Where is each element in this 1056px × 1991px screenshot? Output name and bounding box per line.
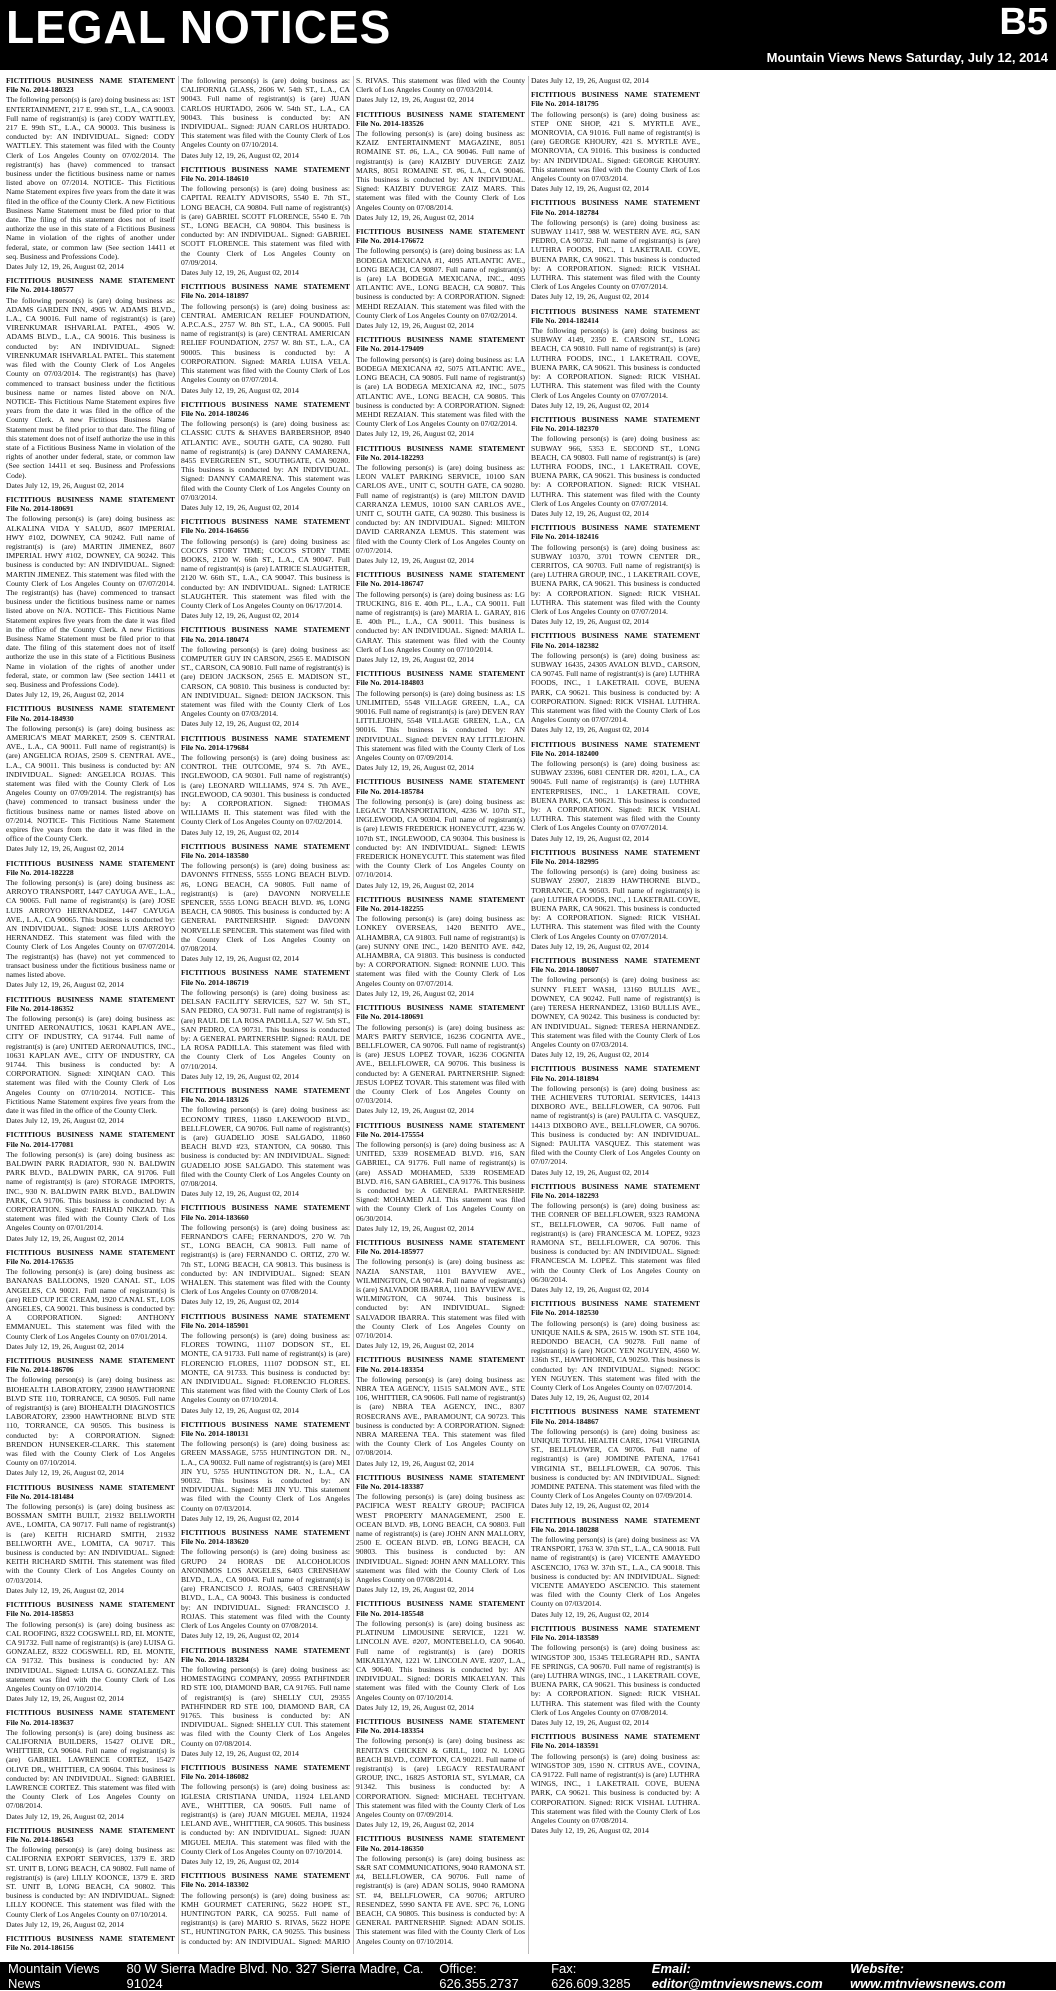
notice-item — [531, 1407, 700, 1510]
notice-item — [531, 740, 700, 843]
notice-item — [531, 1182, 700, 1294]
notice-heading: FICTITIOUS BUSINESS NAME STATEMENT File No. 2014-186350 — [356, 1834, 525, 1853]
notice-dates: Dates July 12, 19, 26, August 02, 2014 — [356, 212, 474, 222]
notice-heading: FICTITIOUS BUSINESS NAME STATEMENT File No. 2014-185548 — [356, 1599, 525, 1618]
notice-item — [531, 198, 700, 301]
notice-body: The following person(s) is (are) doing business as: BALDWIN PARK RADIATOR, 930 N. BALDWIN PARK BLVD., BALDWIN PARK, CA 91706. Full name of registrant(s) is (are) STORAGE IMPORTS, INC., 930 N. BALDWIN PARK BLVD., BALDWIN PARK, CA 91706. This business is conducted by: A CORPORATION. Signed: FARHAD NIKZAD. This statement was filed with the County Clerk of Los Angeles County on 07/01/2014. — [6, 1149, 175, 1233]
notice-dates: Dates July 12, 19, 26, August 02, 2014 — [181, 150, 299, 160]
notice-dates: Dates July 12, 19, 26, August 02, 2014 — [181, 1189, 299, 1199]
notice-dates: Dates July 12, 19, 26, August 02, 2014 — [181, 1297, 299, 1307]
notice-heading: FICTITIOUS BUSINESS NAME STATEMENT File No. 2014-182995 — [531, 847, 700, 867]
notice-heading: FICTITIOUS BUSINESS NAME STATEMENT File No. 2014-183302 — [181, 1871, 350, 1890]
notice-heading: FICTITIOUS BUSINESS NAME STATEMENT File No. 2014-182255 — [356, 894, 525, 914]
notice-heading: FICTITIOUS BUSINESS NAME STATEMENT File No. 2014-177081 — [6, 1130, 175, 1149]
notice-heading: FICTITIOUS BUSINESS NAME STATEMENT File No. 2014-186706 — [6, 1356, 175, 1375]
notice-body: The following person(s) is (are) doing business as: SUBWAY 966, 5353 E. SECOND ST., LONG BEACH, CA 90803. Full name of registrant(s) is (are) LUTHRA FOODS, INC., 1 LAKETRAIL COVE, BUENA PARK, CA 90621. This business is conducted by: A CORPORATION. Signed: RICK VISHAL LUTHRA. This statement was filed with the County Clerk of Los Angeles County on 07/07/2014. — [531, 434, 700, 508]
notice-body: The following person(s) is (are) doing business as: GRUPO 24 HORAS DE ALCOHOLICOS ANONIMOS LOS ANGELES, 6403 CRENSHAW BLVD., L.A., CA 90043. Full name of registrant(s) is (are) FRANCISCO J. ROJAS, 6403 CRENSHAW BLVD., L.A., CA 90043. This business is conducted by: AN INDIVIDUAL. Signed: FRANCISCO J. ROJAS. This statement was filed with the County Clerk of Los Angeles County on 07/08/2014. — [181, 1547, 350, 1631]
notice-item — [6, 1826, 175, 1929]
notice-heading: FICTITIOUS BUSINESS NAME STATEMENT File No. 2014-185784 — [356, 777, 525, 796]
notice-body: The following person(s) is (are) doing business as: CALIFORNIA GLASS, 2606 W. 54th ST., L.A., CA 90043. Full name of registrant(s) is (are) JUAN CARLOS HURTADO, 2606 W. 54th ST., L.A., CA 90043. This business is conducted by: AN INDIVIDUAL. Signed: JUAN CARLOS HURTADO. This statement was filed with the County Clerk of Los Angeles County on 07/10/2014. — [181, 76, 350, 150]
notice-heading: FICTITIOUS BUSINESS NAME STATEMENT File No. 2014-180577 — [6, 276, 175, 295]
notice-body: The following person(s) is (are) doing business as: ARROYO TRANSPORT, 1447 CAYUGA AVE., L.A., CA 90065. Full name of registrant(s) is (are) JOSE LUIS ARROYO HERNANDEZ, 1447 CAYUGA AVE., L.A., CA 90065. This business is conducted by: AN INDIVIDUAL. Signed: JOSE LUIS ARROYO HERNANDEZ. This statement was filed with the County Clerk of Los Angeles County on 07/07/2014. The registrant(s) has (have) not yet commenced to transact business under the fictitious business name or names listed above. — [6, 878, 175, 980]
footer-email: Email: editor@mtnviewsnews.com — [651, 1961, 823, 1991]
notice-item — [6, 704, 175, 853]
notice-heading: FICTITIOUS BUSINESS NAME STATEMENT File No. 2014-184610 — [181, 164, 350, 184]
notice-heading: FICTITIOUS BUSINESS NAME STATEMENT File No. 2014-181795 — [531, 90, 700, 109]
notice-dates: Dates July 12, 19, 26, August 02, 2014 — [356, 763, 474, 773]
notice-item — [356, 1599, 525, 1711]
notice-dates: Dates July 12, 19, 26, August 02, 2014 — [356, 1702, 474, 1712]
notice-item — [531, 1064, 700, 1176]
notice-item — [356, 1355, 525, 1467]
notice-heading: FICTITIOUS BUSINESS NAME STATEMENT File No. 2014-181484 — [6, 1482, 175, 1501]
notice-item — [356, 1121, 525, 1233]
notice-body: The following person(s) is (are) doing business as: WINGSTOP 309, 1590 N. CITRUS AVE., COVINA, CA 91722. Full name of registrant(s) is (are) LUTHRA WINGS, INC., 1 LAKETRAIL COVE, BUENA PARK, CA 90621. This business is conducted by: A CORPORATION. Signed: RICK VISHAL LUTHRA. This statement was filed with the County Clerk of Los Angeles County on 07/08/2014. — [531, 1751, 700, 1825]
notice-item — [6, 995, 175, 1126]
notice-body: The following person(s) is (are) doing business as: VA TRANSPORT, 1763 W. 37th ST., L.A., CA 90018. Full name of registrant(s) is (are) VICENTE AMAYEDO ASCENCIO, 1763 W. 37th ST., L.A., CA 90018. This business is conducted by: AN INDIVIDUAL. Signed: VICENTE AMAYEDO ASCENCIO. This statement was filed with the County Clerk of Los Angeles County on 07/03/2014. — [531, 1535, 700, 1609]
notice-heading: FICTITIOUS BUSINESS NAME STATEMENT File No. 2014-180691 — [6, 494, 175, 514]
notice-item — [356, 777, 525, 889]
notice-item — [181, 1312, 350, 1415]
notice-body: The following person(s) is (are) doing business as: BOSSMAN SMITH BUILT, 21932 BELLWORTH AVE., LOMITA, CA 90717. Full name of registrant(s) is (are) KEITH RICHARD SMITH, 21932 BELLWORTH AVE., LOMITA, CA 90717. This business is conducted by: AN INDIVIDUAL. Signed: KEITH RICHARD SMITH. This statement was filed with the County Clerk of Los Angeles County on 07/03/2014. — [6, 1502, 175, 1585]
notice-dates: Dates July 12, 19, 26, August 02, 2014 — [181, 954, 299, 964]
notice-dates: Dates July 12, 19, 26, August 02, 2014 — [6, 1233, 124, 1243]
notice-body: The following person(s) is (are) doing business as: KZAIZ ENTERTAINMENT MAGAZINE, 8051 ROMAINE ST. #6, L.A., CA 90046. Full name of registrant(s) is (are) KAIZBIY DUVERGE ZAIZ MARS, 8051 ROMAINE ST. #6, L.A., CA 90046. This business is conducted by: AN INDIVIDUAL. Signed: KAIZBIY DUVERGE ZAIZ MARS. This statement was filed with the County Clerk of Los Angeles County on 07/08/2014. — [356, 129, 525, 212]
footer-website: Website: www.mtnviewsnews.com — [850, 1961, 1006, 1991]
notice-body: The following person(s) is (are) doing business as: GREEN MASSAGE, 5755 HUNTINGTON DR. N., L.A., CA 90032. Full name of registrant(s) is (are) MEI JIN YU, 5755 HUNTINGTON DR. N., L.A., CA 90032. This business is conducted by: AN INDIVIDUAL. Signed: MEI JIN YU. This statement was filed with the County Clerk of Los Angeles County on 07/03/2014. — [181, 1439, 350, 1513]
notice-heading: FICTITIOUS BUSINESS NAME STATEMENT File No. 2014-180246 — [181, 399, 350, 418]
notice-body: The following person(s) is (are) doing business as: ECONOMY TIRES, 11860 LAKEWOOD BLVD., BELLFLOWER, CA 90706. Full name of registrant(s) is (are) GUADELIO JOSE SALGADO, 11860 BEACH BLVD #23, STANTON, CA 90680. This business is conducted by: AN INDIVIDUAL. Signed: GUADELIO JOSE SALGADO. This statement was filed with the County Clerk of Los Angeles County on 07/08/2014. — [181, 1105, 350, 1188]
notice-heading: FICTITIOUS BUSINESS NAME STATEMENT File No. 2014-184803 — [356, 669, 525, 688]
notice-heading: FICTITIOUS BUSINESS NAME STATEMENT File No. 2014-183620 — [181, 1528, 350, 1547]
notice-heading: FICTITIOUS BUSINESS NAME STATEMENT File No. 2014-184930 — [6, 704, 175, 723]
notice-item — [6, 76, 175, 271]
legal-notices-columns — [6, 76, 1050, 1954]
notice-body: The following person(s) is (are) doing business as: PLATINUM LIMOUSINE SERVICE, 1221 W. LINCOLN AVE. #207, MONTEBELLO, CA 90640. Full name of registrant(s) is (are) DORIS MIKAELYAN, 1221 W. LINCOLN AVE. #207, L.A., CA 90640. This business is conducted by: AN INDIVIDUAL. Signed: DORIS MIKAELYAN. This statement was filed with the County Clerk of Los Angeles County on 07/10/2014. — [356, 1618, 525, 1702]
notice-heading: FICTITIOUS BUSINESS NAME STATEMENT File No. 2014-183660 — [181, 1203, 350, 1222]
notice-heading: FICTITIOUS BUSINESS NAME STATEMENT File No. 2014-185901 — [181, 1311, 350, 1330]
notice-dates: Dates July 12, 19, 26, August 02, 2014 — [6, 480, 124, 490]
notice-heading: FICTITIOUS BUSINESS NAME STATEMENT File No. 2014-182370 — [531, 414, 700, 434]
notice-heading: FICTITIOUS BUSINESS NAME STATEMENT File No. 2014-182228 — [6, 858, 175, 877]
notice-heading: FICTITIOUS BUSINESS NAME STATEMENT File No. 2014-183591 — [531, 1732, 700, 1751]
notice-item — [181, 400, 350, 512]
issue-date: Saturday, July 12, 2014 — [905, 50, 1048, 65]
notice-body: The following person(s) is (are) doing business as: COCO'S STORY TIME; COCO'S STORY TIME BOOKS, 2120 W. 66th ST., L.A., CA 90047. Full name of registrant(s) is (are) LATRICE SLAUGHTER, 2120 W. 66th ST., L.A., CA 90047. This business is conducted by: AN INDIVIDUAL. Signed: LATRICE SLAUGHTER. This statement was filed with the County Clerk of Los Angeles County on 06/17/2014. — [181, 536, 350, 610]
notice-body: The following person(s) is (are) doing business as: CAPITAL REALTY ADVISORS, 5540 E. 7th ST., LONG BEACH, CA 90804. Full name of registrant(s) is (are) GABRIEL SCOTT FLORENCE, 5540 E. 7th ST., LONG BEACH, CA 90804. This business is conducted by: AN INDIVIDUAL. Signed: GABRIEL SCOTT FLORENCE. This statement was filed with the County Clerk of Los Angeles County on 07/09/2014. — [181, 184, 350, 267]
notice-item — [181, 282, 350, 394]
notice-body: The following person(s) is (are) doing business as: ALKALINA VIDA Y SALUD, 8607 IMPERIAL HWY #102, DOWNEY, CA 90242. Full name of registrant(s) is (are) MARTIN JIMENEZ, 8607 IMPERIAL HWY #102, DOWNEY, CA 90242. This business is conducted by: AN INDIVIDUAL. Signed: MARTIN JIMENEZ. This statement was filed with the County Clerk of Los Angeles County on 07/07/2014. The registrant(s) has (have) commenced to transact business under the fictitious business name or names listed above on N/A. NOTICE- This Fictitious Name Statement expires five years from the date it was filed in the office of the County Clerk. A new Fictitious Business Name Statement must be filed prior to that date. The filing of this statement does not of itself authorize the use in this state of a Fictitious Business Name in violation of the rights of another under federal, state, or common law (See section 14411 et seq. Business and Professions Code). — [6, 514, 175, 689]
notice-item — [531, 631, 700, 734]
notice-body: The following person(s) is (are) doing business as: 1ST ENTERTAINMENT, 217 E. 99th ST., L.A., CA 90003. Full name of registrant(s) is (are) CODY WATTLEY, 217 E. 99th ST., L.A., CA 90003. This business is conducted by: AN INDIVIDUAL. Signed: CODY WATTLEY. This statement was filed with the County Clerk of Los Angeles County on 07/02/2014. The registrant(s) has (have) commenced to transact business under the fictitious business name or names listed above on 07/2014. NOTICE- This Fictitious Name Statement expires five years from the date it was filed in the office of the County Clerk. A new Fictitious Business Name Statement must be filed prior to that date. The filing of this statement does not of itself authorize the use in this state of a Fictitious Business Name in violation of the rights of another under federal, state, or common law (See section 14411 et seq. Business and Professions Code). — [6, 95, 175, 261]
notice-item — [356, 570, 525, 664]
notice-item — [531, 1624, 700, 1727]
notice-item — [356, 335, 525, 438]
notice-body: The following person(s) is (are) doing business as: BANANAS BALLOONS, 1920 CANAL ST., LOS ANGELES, CA 90021. Full name of registrant(s) is (are) RED CUP ICE CREAM, 1920 CANAL ST., LOS ANGELES, CA 90021. This business is conducted by: A CORPORATION. Signed: ANTHONY EMMANUEL. This statement was filed with the County Clerk of Los Angeles County on 07/01/2014. — [6, 1267, 175, 1341]
notice-item — [6, 1600, 175, 1703]
notice-item — [181, 1528, 350, 1640]
footer-address: 80 W Sierra Madre Blvd. No. 327 Sierra Madre, Ca. 91024 — [126, 1961, 424, 1991]
notice-dates: Dates July 12, 19, 26, August 02, 2014 — [181, 385, 299, 395]
notice-item — [356, 669, 525, 772]
notice-heading: FICTITIOUS BUSINESS NAME STATEMENT File No. 2014-183354 — [356, 1716, 525, 1736]
notice-dates: Dates July 12, 19, 26, August 02, 2014 — [6, 690, 124, 700]
notice-item — [181, 1420, 350, 1523]
notice-body: The following person(s) is (are) doing business as: CALIFORNIA EXPORT SERVICES, 1379 E. 3RD ST. UNIT B, LONG BEACH, CA 90802. Full name of registrant(s) is (are) LILLY KOONCE, 1379 E. 3RD ST. UNIT B, LONG BEACH, CA 90802. This business is conducted by: AN INDIVIDUAL. Signed: LILLY KOONCE. This statement was filed with the County Clerk of Los Angeles County on 07/10/2014. — [6, 1845, 175, 1919]
notice-dates: Dates July 12, 19, 26, August 02, 2014 — [531, 1284, 649, 1294]
notice-dates: Dates July 12, 19, 26, August 02, 2014 — [356, 880, 474, 890]
notice-item — [531, 848, 700, 951]
notice-dates: Dates July 12, 19, 26, August 02, 2014 — [181, 1748, 299, 1758]
notice-item — [6, 1248, 175, 1351]
notice-heading: FICTITIOUS BUSINESS NAME STATEMENT File No. 2014-182293 — [531, 1181, 700, 1200]
notice-dates: Dates July 12, 19, 26, August 02, 2014 — [181, 1631, 299, 1641]
page-header — [0, 0, 1056, 70]
notice-body: The following person(s) is (are) doing business as: THE ACHIEVERS TUTORIAL SERVICES, 14413 DIXBORO AVE., BELLFLOWER, CA 90706. Full name of registrant(s) is (are) PAULITA C. VASQUEZ, 14413 DIXBORO AVE., BELLFLOWER, CA 90706. This business is conducted by: AN INDIVIDUAL. Signed: PAULITA VASQUEZ. This statement was filed with the County Clerk of Los Angeles County on 07/07/2014. — [531, 1083, 700, 1167]
notice-dates: Dates July 12, 19, 26, August 02, 2014 — [531, 1826, 649, 1836]
notice-item — [181, 1646, 350, 1758]
notice-dates: Dates July 12, 19, 26, August 02, 2014 — [531, 76, 649, 85]
notice-body: The following person(s) is (are) doing business as: UNITED AERONAUTICS, 10631 KAPLAN AVE., CITY OF INDUSTRY, CA 91744. Full name of registrant(s) is (are) UNITED AERONAUTICS, INC., 10631 KAPLAN AVE., CITY OF INDUSTRY, CA 91744. This business is conducted by: A CORPORATION. Signed: XINQIAN CAO. This statement was filed with the County Clerk of Los Angeles County on 07/10/2014. NOTICE- This Fictitious Name Statement expires five years from the date it was filed in the office of the County Clerk. — [6, 1013, 175, 1115]
notice-item — [181, 1763, 350, 1866]
notice-heading: FICTITIOUS BUSINESS NAME STATEMENT File No. 2014-183637 — [6, 1708, 175, 1727]
notice-dates: Dates July 12, 19, 26, August 02, 2014 — [181, 611, 299, 621]
notice-item — [531, 90, 700, 193]
notice-dates: Dates July 12, 19, 26, August 02, 2014 — [181, 827, 299, 837]
notice-item — [531, 1732, 700, 1835]
notice-dates: Dates July 12, 19, 26, August 02, 2014 — [356, 988, 474, 998]
notice-item — [181, 1203, 350, 1306]
notice-body: The following person(s) is (are) doing business as: LEGACY TRANSPORTATION, 4236 W. 107th ST., INGLEWOOD, CA 90304. Full name of registrant(s) is (are) LEWIS FREDERICK HONEYCUTT, 4236 W. 107th ST., INGLEWOOD, CA 90304. This business is conducted by: AN INDIVIDUAL. Signed: LEWIS FREDERICK HONEYCUTT. This statement was filed with the County Clerk of Los Angeles County on 07/10/2014. — [356, 796, 525, 880]
notice-dates: Dates July 12, 19, 26, August 02, 2014 — [356, 1106, 474, 1116]
notice-dates: Dates July 12, 19, 26, August 02, 2014 — [531, 508, 649, 518]
notice-body: The following person(s) is (are) doing business as: ADAMS GARDEN INN, 4905 W. ADAMS BLVD., L.A., CA 90016. Full name of registrant(s) is (are) VIRENKUMAR ISHVARLAL PATEL, 4905 W. ADAMS BLVD., L.A., CA 90016. This business is conducted by: AN INDIVIDUAL. Signed: VIRENKUMAR ISHVARLAL PATEL. This statement was filed with the County Clerk of Los Angeles County on 07/03/2014. The registrant(s) has (have) commenced to transact business under the fictitious business name or names listed above on N/A. NOTICE- This Fictitious Name Statement expires five years from the date it was filed in the office of the County Clerk. A new Fictitious Business Name Statement must be filed prior to that date. The filing of this statement does not of itself authorize the use in this state of a Fictitious Business Name in violation of the rights of another under federal, state, or common law (See section 14411 et seq. Business and Professions Code). — [6, 295, 175, 480]
notice-dates: Dates July 12, 19, 26, August 02, 2014 — [531, 1167, 649, 1177]
notice-body: The following person(s) is (are) doing business as: CLASSIC CUTS & SHAVES BARBERSHOP, 8940 ATLANTIC AVE., SOUTH GATE, CA 90280. Full name of registrant(s) is (are) DANNY CAMARENA, 8455 EVERGREEN ST., SOUTHGATE, CA 90280. This business is conducted by: AN INDIVIDUAL. Signed: DANNY CAMARENA. This statement was filed with the County Clerk of Los Angeles County on 07/03/2014. — [181, 419, 350, 502]
notice-heading: FICTITIOUS BUSINESS NAME STATEMENT File No. 2014-176672 — [356, 227, 525, 246]
notice-heading: FICTITIOUS BUSINESS NAME STATEMENT File No. 2014-182293 — [356, 443, 525, 462]
notice-dates: Dates July 12, 19, 26, August 02, 2014 — [356, 321, 474, 331]
notice-body: The following person(s) is (are) doing business as: FERNANDO'S CAFE; FERNANDO'S, 270 W. 7th ST., LONG BEACH, CA 90813. Full name of registrant(s) is (are) FERNANDO C. ORTIZ, 270 W. 7th ST., LONG BEACH, CA 90813. This business is conducted by: AN INDIVIDUAL. Signed: SEAN WHALEN. This statement was filed with the County Clerk of Los Angeles County on 07/08/2014. — [181, 1222, 350, 1297]
notice-dates: Dates July 12, 19, 26, August 02, 2014 — [356, 95, 474, 105]
notice-dates: Dates July 12, 19, 26, August 02, 2014 — [6, 1341, 124, 1351]
footer-fax: Fax: 626.609.3285 — [551, 1961, 631, 1991]
notice-item — [181, 968, 350, 1080]
notice-item — [181, 165, 350, 277]
notice-heading: FICTITIOUS BUSINESS NAME STATEMENT File No. 2014-182784 — [531, 198, 700, 217]
notice-body: The following person(s) is (are) doing business as: KMH GOURMET CATERING, 5622 HOPE ST., HUNTINGTON PARK, CA 90255. Full name of registrant(s) is (are) MARIO S. RIVAS, 5622 HOPE ST., HUNTINGTON PARK, CA 90255. This business is conducted by: AN INDIVIDUAL. Signed: MARIO S. RIVAS. This statement was filed with the County Clerk of Los Angeles County on 07/03/2014. — [181, 76, 525, 1946]
footer-office-phone: Office: 626.355.2737 — [439, 1961, 519, 1991]
notice-heading: FICTITIOUS BUSINESS NAME STATEMENT File No. 2014-179409 — [356, 335, 525, 354]
notice-heading: FICTITIOUS BUSINESS NAME STATEMENT File No. 2014-186352 — [6, 994, 175, 1013]
notice-heading: FICTITIOUS BUSINESS NAME STATEMENT File No. 2014-185977 — [356, 1237, 525, 1257]
notice-body: The following person(s) is (are) doing business as: IGLESIA CRISTIANA UNIDA, 11924 LELAND AVE., WHITTIER, CA 90605. Full name of registrant(s) is (are) JUAN MIGUEL MEJIA, 11924 LELAND AVE., WHITTIER, CA 90605. This business is conducted by: AN INDIVIDUAL. Signed: JUAN MIGUEL MEJIA. This statement was filed with the County Clerk of Los Angeles County on 07/10/2014. — [181, 1782, 350, 1856]
notice-body: The following person(s) is (are) doing business as: DAVONN'S FITNESS, 5555 LONG BEACH BLVD. #6, LONG BEACH, CA 90805. Full name of registrant(s) is (are) DAVONN NORVELLE SPENCER, 5555 LONG BEACH BLVD. #6, LONG BEACH, CA 90805. This business is conducted by: A GENERAL PARTNERSHIP. Signed: DAVONN NORVELLE SPENCER. This statement was filed with the County Clerk of Los Angeles County on 07/08/2014. — [181, 861, 350, 954]
notice-dates: Dates July 12, 19, 26, August 02, 2014 — [531, 617, 649, 627]
notice-heading: FICTITIOUS BUSINESS NAME STATEMENT File No. 2014-186719 — [181, 968, 350, 987]
notice-item — [6, 1483, 175, 1595]
notice-item — [356, 110, 525, 222]
notice-dates: Dates July 12, 19, 26, August 02, 2014 — [181, 1405, 299, 1415]
notice-item — [531, 956, 700, 1059]
notice-body: The following person(s) is (are) doing business as: THE CORNER OF BELLFLOWER, 9323 RAMONA ST., BELLFLOWER, CA 90706. Full name of registrant(s) is (are) FRANCESCA M. LOPEZ, 9323 RAMONA ST., BELLFLOWER, CA 90706. This business is conducted by: AN INDIVIDUAL. Signed: FRANCESCA M. LOPEZ. This statement was filed with the County Clerk of Los Angeles County on 06/30/2014. — [531, 1201, 700, 1284]
notice-heading: FICTITIOUS BUSINESS NAME STATEMENT File No. 2014-185853 — [6, 1600, 175, 1619]
notice-item — [6, 1708, 175, 1820]
notice-heading: FICTITIOUS BUSINESS NAME STATEMENT File No. 2014-183387 — [356, 1472, 525, 1492]
notice-heading: FICTITIOUS BUSINESS NAME STATEMENT File No. 2014-183580 — [181, 841, 350, 861]
notice-heading: FICTITIOUS BUSINESS NAME STATEMENT File No. 2014-186082 — [181, 1762, 350, 1782]
notice-heading: FICTITIOUS BUSINESS NAME STATEMENT File No. 2014-183526 — [356, 109, 525, 128]
notice-item — [181, 734, 350, 837]
notice-body: The following person(s) is (are) doing business as: CONTROL THE OUTCOME, 974 S. 7th AVE., INGLEWOOD, CA 90301. Full name of registrant(s) is (are) LEONARD WILLIAMS, 974 S. 7th AVE., INGLEWOOD, CA 90301. This business is conducted by: A CORPORATION. Signed: THOMAS WILLIAMS II. This statement was filed with the County Clerk of Los Angeles County on 07/02/2014. — [181, 753, 350, 827]
notice-dates: Dates July 12, 19, 26, August 02, 2014 — [356, 1458, 474, 1468]
publication-name: Mountain Views News — [766, 50, 903, 65]
notice-dates: Dates July 12, 19, 26, August 02, 2014 — [531, 1501, 649, 1511]
notice-heading: FICTITIOUS BUSINESS NAME STATEMENT File No. 2014-180474 — [181, 625, 350, 644]
notice-dates: Dates July 12, 19, 26, August 02, 2014 — [6, 1585, 124, 1595]
notice-dates: Dates July 12, 19, 26, August 02, 2014 — [6, 262, 124, 272]
notice-item — [6, 1130, 175, 1242]
notice-item — [181, 842, 350, 964]
notice-heading: FICTITIOUS BUSINESS NAME STATEMENT File No. 2014-181894 — [531, 1064, 700, 1083]
notice-heading: FICTITIOUS BUSINESS NAME STATEMENT File No. 2014-180607 — [531, 956, 700, 975]
notice-dates: Dates July 12, 19, 26, August 02, 2014 — [6, 1694, 124, 1704]
notice-heading: FICTITIOUS BUSINESS NAME STATEMENT File No. 2014-180131 — [181, 1419, 350, 1439]
publication-dateline — [767, 50, 1048, 66]
notice-item — [356, 895, 525, 998]
notice-body: The following person(s) is (are) doing business as: CALIFORNIA BUILDERS, 15427 OLIVE DR., WHITTIER, CA 90604. Full name of registrant(s) is (are) GABRIEL LAWRENCE CORTEZ, 15427 OLIVE DR., WHITTIER, CA 90604. This business is conducted by: AN INDIVIDUAL. Signed: GABRIEL LAWRENCE CORTEZ. This statement was filed with the County Clerk of Los Angeles County on 07/08/2014. — [6, 1727, 175, 1811]
notice-dates: Dates July 12, 19, 26, August 02, 2014 — [6, 844, 124, 854]
notice-body: The following person(s) is (are) doing business as: BIOHEALTH LABORATORY, 23900 HAWTHORNE BLVD STE 110, TORRANCE, CA 90505. Full name of registrant(s) is (are) BIOHEALTH DIAGNOSTICS LABORATORY, 23900 HAWTHORNE BLVD STE 110, TORRANCE, CA 90505. This business is conducted by: A CORPORATION. Signed: BRENDON HUNSEKER-CLARK. This statement was filed with the County Clerk of Los Angeles County on 07/10/2014. — [6, 1375, 175, 1468]
notice-item — [356, 444, 525, 566]
notice-item — [531, 415, 700, 518]
notice-body: The following person(s) is (are) doing business as: WINGSTOP 300, 15345 TELEGRAPH RD., SANTA FE SPRINGS, CA 90670. Full name of registrant(s) is (are) LUTHRA WINGS, INC., 1 LAKETRAIL COVE, BUENA PARK, CA 90621. This business is conducted by: A CORPORATION. Signed: RICK VISHAL LUTHRA. This statement was filed with the County Clerk of Los Angeles County on 07/08/2014. — [531, 1643, 700, 1717]
notice-body: The following person(s) is (are) doing business as: MAR'S PARTY SERVICE, 16236 COGNITA AVE., BELLFLOWER, CA 90706. Full name of registrant(s) is (are) JESUS LOPEZ TOVAR, 16236 COGNITA AVE., BELLFLOWER, CA 90706. This business is conducted by: A GENERAL PARTNERSHIP. Signed: JESUS LOPEZ TOVAR. This statement was filed with the County Clerk of Los Angeles County on 07/03/2014. — [356, 1022, 525, 1106]
notice-dates: Dates July 12, 19, 26, August 02, 2014 — [531, 1393, 649, 1403]
notice-item — [356, 1003, 525, 1115]
notice-dates: Dates July 12, 19, 26, August 02, 2014 — [6, 1116, 124, 1126]
notice-heading: FICTITIOUS BUSINESS NAME STATEMENT File No. 2014-164656 — [181, 517, 350, 536]
notice-dates: Dates July 12, 19, 26, August 02, 2014 — [531, 725, 649, 735]
notice-body: The following person(s) is (are) doing business as: SUBWAY 10370, 3701 TOWN CENTER DR., CERRITOS, CA 90703. Full name of registrant(s) is (are) LUTHRA GROUP, INC., 1 LAKETRAIL COVE, BUENA PARK, CA 90621. This business is conducted by: A CORPORATION. Signed: RICK VISHAL LUTHRA. This statement was filed with the County Clerk of Los Angeles County on 07/07/2014. — [531, 542, 700, 616]
notice-heading: FICTITIOUS BUSINESS NAME STATEMENT File No. 2014-182414 — [531, 306, 700, 325]
notice-dates: Dates July 12, 19, 26, August 02, 2014 — [531, 292, 649, 302]
notice-body: The following person(s) is (are) doing business as: NAZIA SANSTAR, 1101 BAYVIEW AVE., WILMINGTON, CA 90744. Full name of registrant(s) is (are) SALVADOR IBARRA, 1101 BAYVIEW AVE., WILMINGTON, CA 90744. This business is conducted by: AN INDIVIDUAL. Signed: SALVADOR IBARRA. This statement was filed with the County Clerk of Los Angeles County on 07/10/2014. — [356, 1257, 525, 1340]
notice-item — [6, 276, 175, 490]
notice-dates: Dates July 12, 19, 26, August 02, 2014 — [356, 654, 474, 664]
notice-heading: FICTITIOUS BUSINESS NAME STATEMENT File No. 2014-182416 — [531, 523, 700, 542]
notice-dates: Dates July 12, 19, 26, August 02, 2014 — [531, 1717, 649, 1727]
notice-body: The following person(s) is (are) doing business as: A UNITED, 5339 ROSEMEAD BLVD. #16, SAN GABRIEL, CA 91776. Full name of registrant(s) is (are) ASSAD MOHAMED, 5339 ROSEMEAD BLVD. #16, SAN GABRIEL, CA 91776. This business is conducted by: A GENERAL PARTNERSHIP. Signed: MOHAMED ALI. This statement was filed with the County Clerk of Los Angeles County on 06/30/2014. — [356, 1139, 525, 1223]
notice-item — [531, 1299, 700, 1402]
notice-body: The following person(s) is (are) doing business as: LEON VALET PARKING SERVICE, 10100 SAN CARLOS AVE., UNIT C, SOUTH GATE, CA 90280. Full name of registrant(s) is (are) MILTON DAVID CARRANZA LEMUS, 10100 SAN CARLOS AVE., UNIT C, SOUTH GATE, CA 90280. This business is conducted by: AN INDIVIDUAL. Signed: MILTON DAVID CARRANZA LEMUS. This statement was filed with the County Clerk of Los Angeles County on 07/07/2014. — [356, 462, 525, 555]
notice-heading: FICTITIOUS BUSINESS NAME STATEMENT File No. 2014-180288 — [531, 1515, 700, 1534]
notice-body: The following person(s) is (are) doing business as: CENTRAL AMERICAN RELIEF FOUNDATION, A.P.C.A.S., 2757 W. 8th ST., L.A., CA 90005. Full name of registrant(s) is (are) CENTRAL AMERICAN RELIEF FOUNDATION, 2757 W. 8th ST., L.A., CA 90005. This business is conducted by: A CORPORATION. Signed: MARIA LUISA VELA. This statement was filed with the County Clerk of Los Angeles County on 07/07/2014. — [181, 301, 350, 385]
notice-dates: Dates July 12, 19, 26, August 02, 2014 — [356, 1341, 474, 1351]
notice-body: The following person(s) is (are) doing business as: AMERICA'S MEAT MARKET, 2509 S. CENTRAL AVE., L.A., CA 90011. Full name of registrant(s) is (are) ANGELICA ROJAS, 2509 S. CENTRAL AVE., L.A., CA 90011. This business is conducted by: AN INDIVIDUAL. Signed: ANGELICA ROJAS. This statement was filed with the County Clerk of Los Angeles County on 07/09/2014. The registrant(s) has (have) commenced to transact business under the fictitious business name or names listed above on 07/2014. NOTICE- This Fictitious Name Statement expires five years from the date it was filed in the office of the County Clerk. — [6, 723, 175, 844]
notice-body: The following person(s) is (are) doing business as: HOMESTAGING COMPANY, 20955 PATHFINDER RD STE 100, DIAMOND BAR, CA 91765. Full name of registrant(s) is (are) SHELLY CUI, 29355 PATHFINDER RD STE 100, DIAMOND BAR, CA 91765. This business is conducted by: AN INDIVIDUAL. Signed: SHELLY CUI. This statement was filed with the County Clerk of Los Angeles County on 07/08/2014. — [181, 1664, 350, 1748]
footer-publication: Mountain Views News — [8, 1961, 100, 1991]
notice-dates: Dates July 12, 19, 26, August 02, 2014 — [356, 1820, 474, 1830]
notice-heading: FICTITIOUS BUSINESS NAME STATEMENT File No. 2014-182530 — [531, 1299, 700, 1318]
notice-dates: Dates July 12, 19, 26, August 02, 2014 — [6, 1919, 124, 1929]
notice-dates: Dates July 12, 19, 26, August 02, 2014 — [531, 184, 649, 194]
notice-dates: Dates July 12, 19, 26, August 02, 2014 — [531, 1050, 649, 1060]
notice-body: The following person(s) is (are) doing business as: FLORES TOWING, 11107 DODSON ST., EL MONTE, CA 91733. Full name of registrant(s) is (are) FLORENCIO FLORES, 11107 DODSON ST., EL MONTE, CA 91733. This business is conducted by: AN INDIVIDUAL. Signed: FLORENCIO FLORES. This statement was filed with the County Clerk of Los Angeles County on 07/10/2014. — [181, 1331, 350, 1405]
notice-body: The following person(s) is (are) doing business as: UNIQUE NAILS & SPA, 2615 W. 190th ST. STE 104, REDONDO BEACH, CA 90278. Full name of registrant(s) is (are) NGOC YEN NGUYEN, 4560 W. 136th ST., HAWTHORNE, CA 90250. This business is conducted by: AN INDIVIDUAL. Signed: NGOC YEN NGUYEN. This statement was filed with the County Clerk of Los Angeles County on 07/07/2014. — [531, 1318, 700, 1393]
notice-body: The following person(s) is (are) doing business as: COMPUTER GUY IN CARSON, 2565 E. MADISON ST., CARSON, CA 90810. Full name of registrant(s) is (are) DEION JACKSON, 2565 E. MADISON ST., CARSON, CA 90810. This business is conducted by: AN INDIVIDUAL. Signed: DEION JACKSON. This statement was filed with the County Clerk of Los Angeles County on 07/03/2014. — [181, 644, 350, 719]
notice-heading: FICTITIOUS BUSINESS NAME STATEMENT File No. 2014-184867 — [531, 1407, 700, 1426]
notice-item — [531, 307, 700, 410]
notice-item — [356, 1717, 525, 1829]
notice-heading: FICTITIOUS BUSINESS NAME STATEMENT File No. 2014-186543 — [6, 1825, 175, 1844]
notice-heading: FICTITIOUS BUSINESS NAME STATEMENT File No. 2014-179684 — [181, 733, 350, 752]
notice-dates: Dates July 12, 19, 26, August 02, 2014 — [531, 400, 649, 410]
notice-dates: Dates July 12, 19, 26, August 02, 2014 — [531, 1609, 649, 1619]
notice-item — [356, 1473, 525, 1595]
notice-heading: FICTITIOUS BUSINESS NAME STATEMENT File No. 2014-182400 — [531, 739, 700, 758]
notice-dates: Dates July 12, 19, 26, August 02, 2014 — [356, 555, 474, 565]
notice-body: The following person(s) is (are) doing business as: LA BODEGA MEXICANA #1, 4095 ATLANTIC AVE., LONG BEACH, CA 90807. Full name of registrant(s) is (are) LA BODEGA MEXICANA, INC., 4095 ATLANTIC AVE., LONG BEACH, CA 90807. This business is conducted by: A CORPORATION. Signed: MEHDI REZAIAN. This statement was filed with the County Clerk of Los Angeles County on 07/02/2014. — [356, 246, 525, 320]
notice-body: The following person(s) is (are) doing business as: LONKEY OVERSEAS, 1420 BENITO AVE., ALHAMBRA, CA 91803. Full name of registrant(s) is (are) SUNNY ONE INC., 1420 BENITO AVE. #42, ALHAMBRA, CA 91803. This business is conducted by: A CORPORATION. Signed: RONNIE LUO. This statement was filed with the County Clerk of Los Angeles County on 07/07/2014. — [356, 914, 525, 988]
notice-body: The following person(s) is (are) doing business as: S&R SAT COMMUNICATIONS, 9040 RAMONA ST. #4, BELLFLOWER, CA 90706. Full name of registrant(s) is (are) ADAN SOLIS, 9040 RAMONA ST. #4, BELLFLOWER, CA 90706; ARTURO RESENDEZ, 5990 SANTA FE AVE. SPC 76, LONG BEACH, CA 90805. This business is conducted by: A GENERAL PARTNERSHIP. Signed: ADAN SOLIS. This statement was filed with the County Clerk of Los Angeles County on 07/10/2014. — [356, 1853, 525, 1946]
notice-body: The following person(s) is (are) doing business as: LG TRUCKING, 816 E. 40th PL., L.A., CA 90011. Full name of registrant(s) is (are) MARIA L. GARAY, 816 E. 40th PL., L.A., CA 90011. This business is conducted by: AN INDIVIDUAL. Signed: MARIA L. GARAY. This statement was filed with the County Clerk of Los Angeles County on 07/10/2014. — [356, 589, 525, 654]
notice-dates: Dates July 12, 19, 26, August 02, 2014 — [531, 833, 649, 843]
notice-dates: Dates July 12, 19, 26, August 02, 2014 — [181, 1513, 299, 1523]
section-title: LEGAL NOTICES — [6, 1, 392, 53]
notice-body: The following person(s) is (are) doing business as: RENITA'S CHICKEN & GRILL, 1002 N. LONG BEACH BLVD., COMPTON, CA 90221. Full name of registrant(s) is (are) LEGACY RESTAURANT GROUP, INC., 16825 ASTORIA ST., SYLMAR, CA 91342. This business is conducted by: A CORPORATION. Signed: MICHAEL TECHTYAN. This statement was filed with the County Clerk of Los Angeles County on 07/09/2014. — [356, 1736, 525, 1819]
notice-body: The following person(s) is (are) doing business as: LS UNLIMITED, 5548 VILLAGE GREEN, L.A., CA 90016. Full name of registrant(s) is (are) DEVEN RAY LITTLEJOHN, 5548 VILLAGE GREEN, L.A., CA 90016. This business is conducted by: AN INDIVIDUAL. Signed: DEVEN RAY LITTLEJOHN. This statement was filed with the County Clerk of Los Angeles County on 07/09/2014. — [356, 688, 525, 763]
notice-item — [356, 1238, 525, 1350]
notice-body: The following person(s) is (are) doing business as: CAL ROOFING, 8322 COGSWELL RD, EL MONTE, CA 91732. Full name of registrant(s) is (are) LUISA G. GONZALEZ, 8322 COGSWELL RD, EL MONTE, CA 91732. This business is conducted by: AN INDIVIDUAL. Signed: LUISA G. GONZALEZ. This statement was filed with the County Clerk of Los Angeles County on 07/10/2014. — [6, 1619, 175, 1693]
notice-heading: FICTITIOUS BUSINESS NAME STATEMENT File No. 2014-182382 — [531, 631, 700, 650]
notice-heading: FICTITIOUS BUSINESS NAME STATEMENT File No. 2014-186156 — [6, 1934, 175, 1953]
notice-dates: Dates July 12, 19, 26, August 02, 2014 — [356, 429, 474, 439]
notice-body: The following person(s) is (are) doing business as: PACIFICA WEST REALTY GROUP; PACIFICA WEST PROPERTY MANAGEMENT, 2500 E. OCEAN BLVD. #B, LONG BEACH, CA 90803. Full name of registrant(s) is (are) JOHN ANN MALLORY, 2500 E. OCEAN BLVD. #B, LONG BEACH, CA 90803. This business is conducted by: AN INDIVIDUAL. Signed: JOHN ANN MALLORY. This statement was filed with the County Clerk of Los Angeles County on 07/08/2014. — [356, 1492, 525, 1585]
notice-heading: FICTITIOUS BUSINESS NAME STATEMENT File No. 2014-181897 — [181, 282, 350, 301]
notice-item — [181, 1086, 350, 1198]
notice-item — [6, 859, 175, 990]
notice-item — [6, 495, 175, 699]
notice-heading: FICTITIOUS BUSINESS NAME STATEMENT File No. 2014-183126 — [181, 1085, 350, 1105]
notice-dates: Dates July 12, 19, 26, August 02, 2014 — [531, 941, 649, 951]
notice-heading: FICTITIOUS BUSINESS NAME STATEMENT File No. 2014-180691 — [356, 1003, 525, 1022]
notice-body: The following person(s) is (are) doing business as: SUBWAY 25907, 21839 HAWTHORNE BLVD., TORRANCE, CA 90503. Full name of registrant(s) is (are) LUTHRA FOODS, INC., 1 LAKETRAIL COVE, BUENA PARK, CA 90621. This business is conducted by: A CORPORATION. Signed: RICK VISHAL LUTHRA. This statement was filed with the County Clerk of Los Angeles County on 07/07/2014. — [531, 867, 700, 941]
notice-body: The following person(s) is (are) doing business as: STEP ONE SHOP, 421 S. MYRTLE AVE., MONROVIA, CA 91016. Full name of registrant(s) is (are) GEORGE KHOURY, 421 S. MYRTLE AVE., MONROVIA, CA 91016. This business is conducted by: AN INDIVIDUAL. Signed: GEORGE KHOURY. This statement was filed with the County Clerk of Los Angeles County on 07/03/2014. — [531, 109, 700, 184]
notice-dates: Dates July 12, 19, 26, August 02, 2014 — [356, 1585, 474, 1595]
notice-body: The following person(s) is (are) doing business as: UNIQUE TOTAL HEALTH CARE, 17641 VIRGINIA ST., BELLFLOWER, CA 90706. Full name of registrant(s) is (are) JOMDINE PATENA, 17641 VIRGINIA ST., BELLFLOWER, CA 90706. This business is conducted by: AN INDIVIDUAL. Signed: JOMDINE PATENA. This statement was filed with the County Clerk of Los Angeles County on 07/09/2014. — [531, 1426, 700, 1501]
notice-item — [6, 1356, 175, 1478]
notice-body: The following person(s) is (are) doing business as: SUBWAY 11417, 988 W. WESTERN AVE. #G, SAN PEDRO, CA 90732. Full name of registrant(s) is (are) LUTHRA FOODS, INC., 1 LAKETRAIL COVE, BUENA PARK, CA 90621. This business is conducted by: A CORPORATION. Signed: RICK VISHAL LUTHRA. This statement was filed with the County Clerk of Los Angeles County on 07/07/2014. — [531, 217, 700, 292]
notice-dates: Dates July 12, 19, 26, August 02, 2014 — [6, 1811, 124, 1821]
notice-body: The following person(s) is (are) doing business as: LA BODEGA MEXICANA #2, 5075 ATLANTIC AVE., LONG BEACH, CA 90805. Full name of registrant(s) is (are) LA BODEGA MEXICANA #2, INC., 5075 ATLANTIC AVE., LONG BEACH, CA 90805. This business is conducted by: A CORPORATION. Signed: MEHDI REZAIAN. This statement was filed with the County Clerk of Los Angeles County on 07/02/2014. — [356, 354, 525, 429]
notice-dates: Dates July 12, 19, 26, August 02, 2014 — [181, 719, 299, 729]
notice-item — [531, 1516, 700, 1619]
notice-heading: FICTITIOUS BUSINESS NAME STATEMENT File No. 2014-186747 — [356, 570, 525, 589]
notice-heading: FICTITIOUS BUSINESS NAME STATEMENT File No. 2014-183284 — [181, 1645, 350, 1664]
page-footer — [0, 1962, 1056, 1990]
notice-dates: Dates July 12, 19, 26, August 02, 2014 — [356, 1223, 474, 1233]
notice-body: The following person(s) is (are) doing business as: SUNNY FLEET WASH, 13160 BULLIS AVE., DOWNEY, CA 90242. Full name of registrant(s) is (are) TERESA HERNANDEZ, 13160 BULLIS AVE., DOWNEY, CA 90242. This business is conducted by: AN INDIVIDUAL. Signed: TERESA HERNANDEZ. This statement was filed with the County Clerk of Los Angeles County on 07/03/2014. — [531, 975, 700, 1049]
notice-dates: Dates July 12, 19, 26, August 02, 2014 — [6, 1468, 124, 1478]
notice-body: The following person(s) is (are) doing business as: SUBWAY 23396, 6081 CENTER DR. #201, L.A., CA 90045. Full name of registrant(s) is (are) LUTHRA ENTERPRISES, INC., 1 LAKETRAIL COVE, BUENA PARK, CA 90621. This business is conducted by: A CORPORATION. Signed: RICK VISHAL LUTHRA. This statement was filed with the County Clerk of Los Angeles County on 07/07/2014. — [531, 759, 700, 833]
notice-item — [181, 517, 350, 620]
notice-body: The following person(s) is (are) doing business as: SUBWAY 4149, 2350 E. CARSON ST., LONG BEACH, CA 90810. Full name of registrant(s) is (are) LUTHRA FOODS, INC., 1 LAKETRAIL COVE, BUENA PARK, CA 90621. This business is conducted by: A CORPORATION. Signed: RICK VISHAL LUTHRA. This statement was filed with the County Clerk of Los Angeles County on 07/07/2014. — [531, 326, 700, 400]
notice-body: The following person(s) is (are) doing business as: SUBWAY 16435, 24305 AVALON BLVD., CARSON, CA 90745. Full name of registrant(s) is (are) LUTHRA FOODS, INC., 1 LAKETRAIL COVE, BUENA PARK, CA 90621. This business is conducted by: A CORPORATION. Signed: RICK VISHAL LUTHRA. This statement was filed with the County Clerk of Los Angeles County on 07/07/2014. — [531, 650, 700, 725]
notice-body: The following person(s) is (are) doing business as: NBRA TEA AGENCY, 11515 SALMON AVE., STE 106, WHITTIER, CA 90606. Full name of registrant(s) is (are) NBRA TEA AGENCY, INC., 8307 ROSECRANS AVE., PARAMOUNT, CA 90723. This business is conducted by: A CORPORATION. Signed: NBRA MAREENA TEA. This statement was filed with the County Clerk of Los Angeles County on 07/08/2014. — [356, 1374, 525, 1458]
notice-item — [531, 523, 700, 626]
notice-heading: FICTITIOUS BUSINESS NAME STATEMENT File No. 2014-176535 — [6, 1247, 175, 1266]
notice-heading: FICTITIOUS BUSINESS NAME STATEMENT File No. 2014-183589 — [531, 1623, 700, 1643]
notice-dates: Dates July 12, 19, 26, August 02, 2014 — [181, 502, 299, 512]
notice-dates: Dates July 12, 19, 26, August 02, 2014 — [181, 268, 299, 278]
notice-dates: Dates July 12, 19, 26, August 02, 2014 — [6, 980, 124, 990]
notice-body: The following person(s) is (are) doing business as: DELSAN FACILITY SERVICES, 527 W. 5th ST., SAN PEDRO, CA 90731. Full name of registrant(s) is (are) RAUL DE LA ROSA PADILLA, 527 W. 5th ST., SAN PEDRO, CA 90731. This business is conducted by: A GENERAL PARTNERSHIP. Signed: RAUL DE LA ROSA PADILLA. This statement was filed with the County Clerk of Los Angeles County on 07/10/2014. — [181, 987, 350, 1071]
notice-dates: Dates July 12, 19, 26, August 02, 2014 — [181, 1071, 299, 1081]
notice-dates: Dates July 12, 19, 26, August 02, 2014 — [181, 1856, 299, 1866]
page-number: B5 — [999, 1, 1048, 43]
notice-heading: FICTITIOUS BUSINESS NAME STATEMENT File No. 2014-180323 — [6, 76, 175, 95]
notice-heading: FICTITIOUS BUSINESS NAME STATEMENT File No. 2014-175554 — [356, 1120, 525, 1139]
notice-item — [356, 227, 525, 330]
notice-heading: FICTITIOUS BUSINESS NAME STATEMENT File No. 2014-183354 — [356, 1355, 525, 1374]
notice-item — [181, 625, 350, 728]
